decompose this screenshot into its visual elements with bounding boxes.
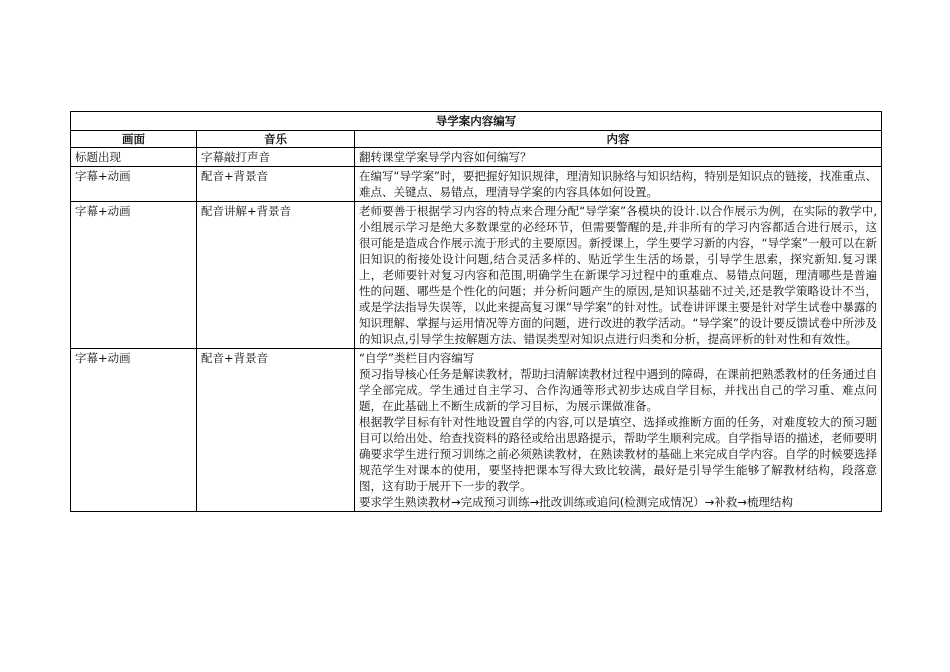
visual-cell: 标题出现	[71, 148, 197, 167]
music-cell: 配音+背景音	[197, 349, 355, 512]
visual-cell: 字幕+动画	[71, 202, 197, 349]
content-paragraph: “自学”类栏目内容编写	[359, 351, 475, 365]
content-paragraph: 要求学生熟读教材→完成预习训练→批改训练或追问(检测完成情况）→补救→梳理结构	[359, 495, 794, 509]
column-header-music: 音乐	[197, 131, 355, 148]
content-paragraph: 老师要善于根据学习内容的特点来合理分配“导学案”各模块的设计.以合作展示为例，在实际的教学中,小组展示学习是绝大多数课堂的必经环节，但需要警醒的是,并非所有的学习内容都适合进行展示，这很可能是造成合作展示流于形式的主要原因。新授课上，学生要学习新的内容，“导学案”一般可以在新旧知识的衔接处设计问题,结合灵活多样的、贴近学生生活的场景，引导学生思索，探究新知.复习课上，老师要针对复习内容和范围,明确学生在新课学习过程中的重难点、易错点问题，理清哪些是普遍性的问题、哪些是个性化的问题；并分析问题产生的原因,是知识基础不过关,还是教学策略设计不当，或是学法指导失误等，以此来提高复习课“导学案”的针对性。试卷讲评课主要是针对学生试卷中暴露的知识理解、掌握与运用情况等方面的问题，进行改进的教学活动。“导学案”的设计要反馈试卷中所涉及的知识点,引导学生按解题方法、错误类型对知识点进行归类和分析，提高评析的针对性和有效性。	[359, 204, 878, 346]
visual-cell: 字幕+动画	[71, 349, 197, 512]
table-row	[71, 167, 882, 202]
content-cell	[355, 349, 882, 512]
content-cell	[355, 202, 882, 349]
table-row	[71, 202, 882, 349]
column-header-visual: 画面	[71, 131, 197, 148]
content-cell	[355, 148, 882, 167]
content-paragraph: 预习指导核心任务是解读教材，帮助扫清解读教材过程中遇到的障碍，在课前把熟悉教材的任务通过自学全部完成。学生通过自主学习、合作沟通等形式初步达成自学目标，并找出自己的学习重、难点问题，在此基础上不断生成新的学习目标，为展示课做准备。	[359, 367, 878, 413]
music-cell: 配音+背景音	[197, 167, 355, 202]
table-row	[71, 148, 882, 167]
content-cell	[355, 167, 882, 202]
table-title: 导学案内容编写	[71, 112, 882, 131]
content-paragraph: 在编写“导学案”时，要把握好知识规律，理清知识脉络与知识结构，特别是知识点的链接，找准重点、难点、关键点、易错点，理清导学案的内容具体如何设置。	[359, 169, 878, 199]
content-paragraph: 根据教学目标有针对性地设置自学的内容,可以是填空、选择或推断方面的任务，对难度较大的预习题目可以给出处、给查找资料的路径或给出思路提示，帮助学生顺利完成。自学指导语的描述，老师要明确要求学生进行预习训练之前必须熟读教材，在熟读教材的基础上来完成自学内容。自学的时候要选择规范学生对课本的使用，要坚持把课本写得大致比较满，最好是引导学生能够了解教材结构，段落意图，这有助于展开下一步的教学。	[359, 415, 878, 493]
content-paragraph: 翻转课堂学案导学内容如何编写？	[359, 150, 532, 164]
table-header-row	[71, 131, 882, 148]
music-cell: 配音讲解+背景音	[197, 202, 355, 349]
visual-cell: 字幕+动画	[71, 167, 197, 202]
lesson-plan-table	[70, 111, 882, 512]
table-row	[71, 349, 882, 512]
table-title-row	[71, 112, 882, 131]
music-cell: 字幕敲打声音	[197, 148, 355, 167]
column-header-content: 内容	[355, 131, 882, 148]
